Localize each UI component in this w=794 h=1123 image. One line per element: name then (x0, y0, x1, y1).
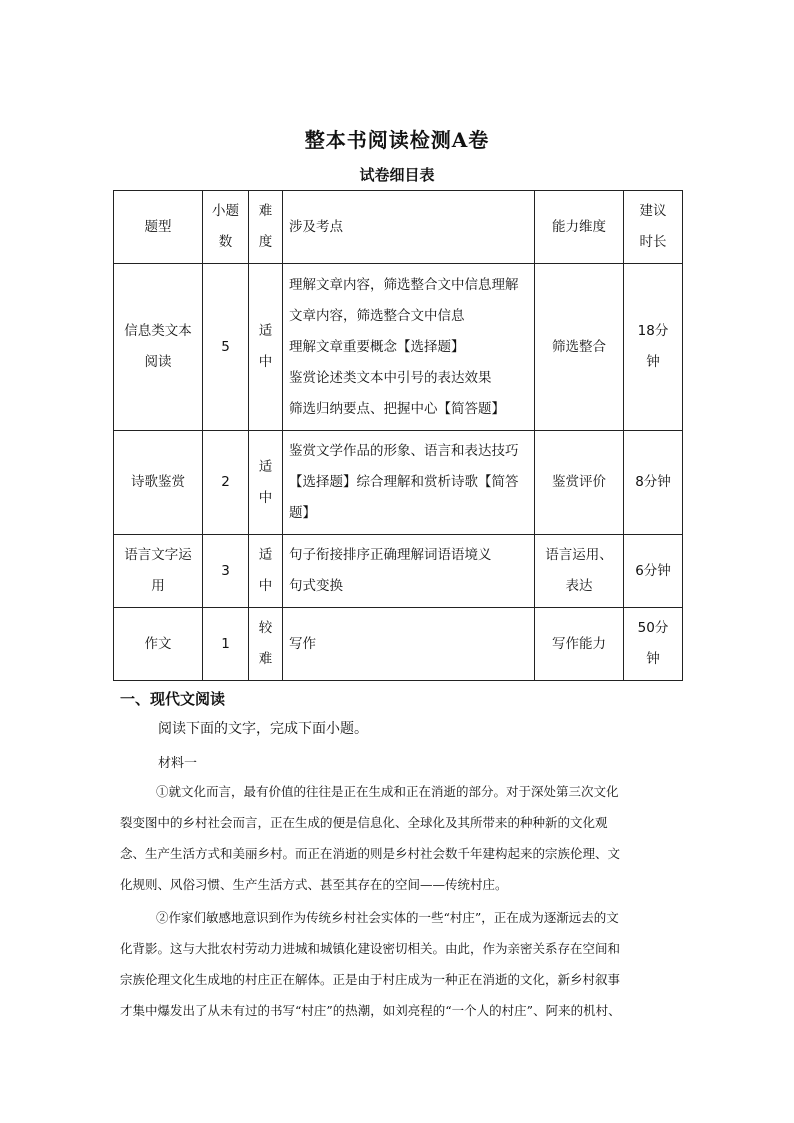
row-time: 18分 钟 (624, 264, 683, 431)
header-ability: 能力维度 (535, 191, 624, 264)
header-time: 建议 时长 (624, 191, 683, 264)
row-count: 2 (203, 431, 249, 535)
paragraph-line: 化背影。这与大批农村劳动力进城和城镇化建设密切相关。由此，作为亲密关系存在空间和 (120, 941, 621, 956)
row-difficulty: 适 中 (249, 264, 283, 431)
paragraph-line: 宗族伦理文化生成地的村庄正在解体。正是由于村庄成为一种正在消逝的文化，新乡村叙事 (120, 972, 621, 987)
document-subtitle: 试卷细目表 (359, 166, 435, 184)
row-ability: 筛选整合 (535, 264, 624, 431)
row-difficulty: 较 难 (249, 608, 283, 681)
paragraph-line: 念、生产生活方式和美丽乡村。而正在消逝的则是乡村社会数千年建构起来的宗族伦理、文 (120, 846, 621, 861)
row-type: 作文 (114, 608, 203, 681)
instruction-text: 阅读下面的文字，完成下面小题。 (158, 721, 368, 737)
header-type: 题型 (114, 191, 203, 264)
row-count: 1 (203, 608, 249, 681)
row-points: 鉴赏文学作品的形象、语言和表达技巧 【选择题】综合理解和赏析诗歌【简答 题】 (283, 431, 535, 535)
paragraph-line: 才集中爆发出了从未有过的书写“村庄”的热潮，如刘亮程的“一个人的村庄”、阿来的机村、 (120, 1003, 621, 1018)
row-difficulty: 适 中 (249, 431, 283, 535)
table-row (114, 535, 683, 608)
header-points: 涉及考点 (283, 191, 535, 264)
paragraph-line: 化规则、风俗习惯、生产生活方式、甚至其存在的空间——传统村庄。 (120, 877, 508, 892)
row-ability: 语言运用、 表达 (535, 535, 624, 608)
table-row (114, 264, 683, 431)
row-points: 写作 (283, 608, 535, 681)
table-header-row (114, 191, 683, 264)
paragraph-2 (120, 902, 686, 1026)
row-ability: 鉴赏评价 (535, 431, 624, 535)
row-time: 8分钟 (624, 431, 683, 535)
paragraph-1 (120, 776, 686, 900)
table-row (114, 608, 683, 681)
paragraph-line: 裂变图中的乡村社会而言，正在生成的便是信息化、全球化及其所带来的种种新的文化观 (120, 815, 608, 830)
row-count: 5 (203, 264, 249, 431)
section-heading: 一、现代文阅读 (120, 690, 226, 708)
header-count: 小题 数 (203, 191, 249, 264)
material-label: 材料一 (158, 756, 198, 771)
row-count: 3 (203, 535, 249, 608)
row-type: 信息类文本 阅读 (114, 264, 203, 431)
paragraph-line: ①就文化而言，最有价值的往往是正在生成和正在消逝的部分。对于深处第三次文化 (156, 784, 619, 799)
row-ability: 写作能力 (535, 608, 624, 681)
row-type: 语言文字运 用 (114, 535, 203, 608)
header-difficulty: 难 度 (249, 191, 283, 264)
paragraph-line: ②作家们敏感地意识到作为传统乡村社会实体的一些“村庄”，正在成为逐渐远去的文 (156, 910, 619, 925)
row-type: 诗歌鉴赏 (114, 431, 203, 535)
row-difficulty: 适 中 (249, 535, 283, 608)
document-title: 整本书阅读检测A卷 (304, 128, 490, 152)
exam-spec-table (113, 190, 683, 681)
row-time: 50分 钟 (624, 608, 683, 681)
row-time: 6分钟 (624, 535, 683, 608)
row-points: 句子衔接排序正确理解词语语境义 句式变换 (283, 535, 535, 608)
table-row (114, 431, 683, 535)
row-points: 理解文章内容，筛选整合文中信息理解 文章内容，筛选整合文中信息 理解文章重要概念【选择题】 鉴赏论述类文本中引号的表达效果 筛选归纳要点、把握中心【简答题】 (283, 264, 535, 431)
